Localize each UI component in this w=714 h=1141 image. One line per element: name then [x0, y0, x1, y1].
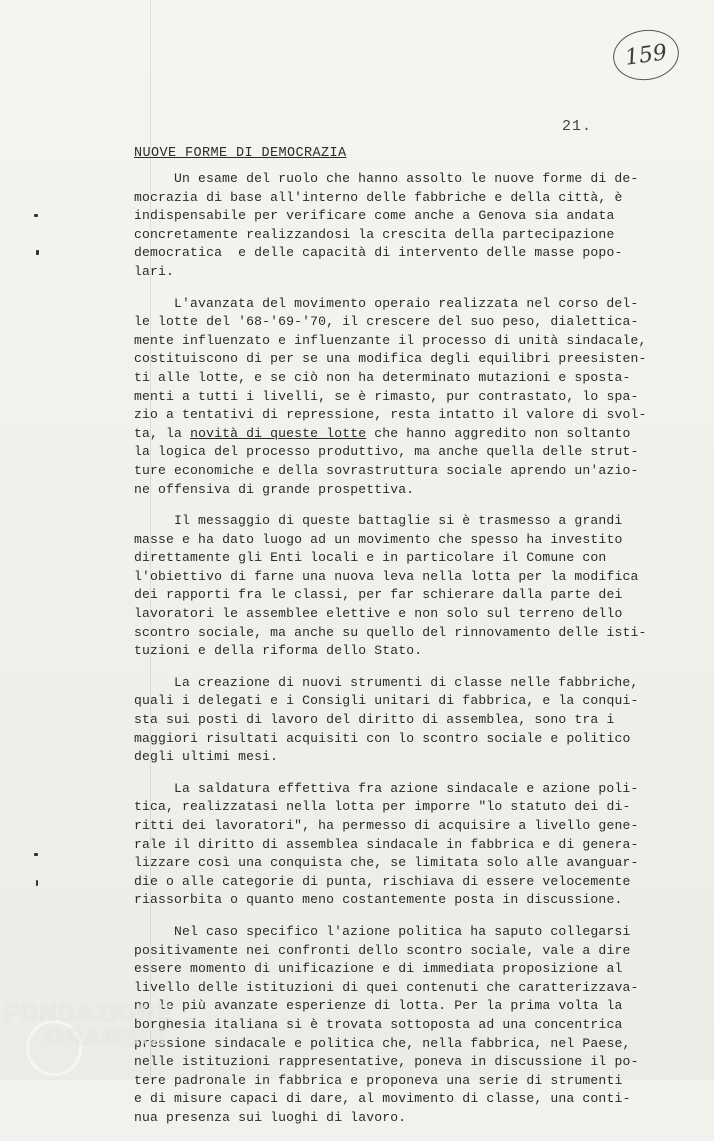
page-number: 21.: [562, 118, 593, 135]
text-line: zio a tentativi di repressione, resta intatto il valore di svol-: [134, 407, 647, 423]
text-line: l'obiettivo di farne una nuova leva nella lotta per la modifica: [134, 568, 639, 584]
text-line: menti a tutti i livelli, se è rimasto, pur contrastato, lo spa-: [134, 388, 639, 404]
text-line: lari.: [134, 263, 175, 279]
text-line: maggiori risultati acquisiti con lo scontro sociale e politico: [134, 730, 631, 746]
text-line: direttamente gli Enti locali e in particolare il Comune con: [134, 550, 607, 566]
watermark-line-2: GRAMSCI: [46, 1024, 167, 1051]
punch-mark: [34, 214, 38, 217]
text-line: sta sui posti di lavoro del diritto di assemblea, sono tra i: [134, 712, 615, 728]
archive-number: 159: [623, 39, 669, 71]
paragraph: [134, 780, 674, 910]
text-line: Un esame del ruolo che hanno assolto le nuove forme di de-: [174, 171, 639, 186]
text-line: concretamente realizzandosi la crescita della partecipazione: [134, 226, 615, 242]
text-line: mente influenzato e influenzante il processo di unità sindacale,: [134, 332, 647, 348]
text-line: ti alle lotte, e se ciò non ha determinato mutazioni e sposta-: [134, 369, 631, 385]
text-line: e di misure capaci di dare, al movimento di classe, una conti-: [134, 1091, 631, 1107]
text-line: ta, la novità di queste lotte che hanno aggredito non soltanto: [134, 425, 631, 441]
text-line: lizzare così una conquista che, se limitata solo alle avanguar-: [134, 855, 639, 871]
text-line: degli ultimi mesi.: [134, 749, 279, 765]
text-line: ne offensiva di grande prospettiva.: [134, 481, 415, 497]
text-line: Nel caso specifico l'azione politica ha saputo collegarsi: [174, 923, 631, 939]
text-line: nua presenza sui luoghi di lavoro.: [134, 1109, 407, 1125]
punch-mark: [36, 880, 38, 886]
document-body: [134, 170, 674, 1141]
text-line: democratica e delle capacità di intervento delle masse popo-: [134, 245, 623, 261]
text-line: pressione sindacale e politica che, nella fabbrica, nel Paese,: [134, 1035, 631, 1051]
text-line: quali i delegati e i Consigli unitari di fabbrica, e la conqui-: [134, 693, 639, 709]
paragraph: [134, 170, 674, 282]
text-line: Il messaggio di queste battaglie si è trasmesso a grandi: [174, 513, 623, 529]
archive-number-stamp: [610, 26, 682, 85]
text-line: la logica del processo produttivo, ma anche quella delle strut-: [134, 444, 639, 460]
text-line: le lotte del '68-'69-'70, il crescere del suo peso, dialettica-: [134, 314, 639, 330]
text-line: no le più avanzate esperienze di lotta. Per la prima volta la: [134, 998, 623, 1014]
text-line: nelle istituzioni rappresentative, poneva in discussione il po-: [134, 1054, 639, 1070]
text-line: tuzioni e della riforma dello Stato.: [134, 643, 423, 659]
text-line: tica, realizzatasi nella lotta per imporre "lo statuto dei di-: [134, 799, 631, 815]
text-line: die o alle categorie di punta, rischiava di essere velocemente: [134, 873, 631, 889]
text-line: tere padronale in fabbrica e proponeva una serie di strumenti: [134, 1072, 623, 1088]
text-line: indispensabile per verificare come anche a Genova sia andata: [134, 208, 615, 224]
watermark: [4, 1002, 173, 1050]
paragraph: [134, 295, 674, 500]
text-line: lavoratori le assemblee elettive e non solo sul terreno dello: [134, 606, 623, 622]
text-line: L'avanzata del movimento operaio realizzata nel corso del-: [174, 295, 639, 311]
punch-mark: [34, 853, 38, 856]
section-heading: NUOVE FORME DI DEMOCRAZIA: [134, 146, 347, 161]
text-line: rale il diritto di assemblea sindacale in fabbrica e di genera-: [134, 836, 639, 852]
text-line: livello delle istituzioni di quei contenuti che caratterizzava-: [134, 979, 639, 995]
text-line: scontro sociale, ma anche su quello del rinnovamento delle isti-: [134, 624, 647, 640]
watermark-line-1: FONDAZIONE: [4, 1000, 173, 1027]
text-line: La creazione di nuovi strumenti di classe nelle fabbriche,: [174, 674, 639, 690]
text-line: mocrazia di base all'interno delle fabbriche e della città, è: [134, 189, 623, 205]
underlined-phrase: novità di queste lotte: [190, 425, 367, 441]
paragraph: [134, 923, 674, 1128]
text-line: positivamente nei confronti dello scontro sociale, vale a dire: [134, 942, 631, 958]
punch-mark: [36, 250, 39, 255]
text-line: essere momento di unificazione e di immediata proposizione al: [134, 961, 623, 977]
paragraph: [134, 512, 674, 661]
paragraph: [134, 674, 674, 767]
text-line: riassorbita o quanto meno costantemente posta in discussione.: [134, 892, 623, 908]
text-line: ture economiche e della sovrastruttura sociale aprendo un'azio-: [134, 462, 639, 478]
text-line: ritti dei lavoratori", ha permesso di acquisire a livello gene-: [134, 818, 639, 833]
text-line: masse e ha dato luogo ad un movimento che spesso ha investito: [134, 531, 623, 547]
text-line: dei rapporti fra le classi, per far schierare dalla parte dei: [134, 587, 623, 603]
text-line: La saldatura effettiva fra azione sindacale e azione poli-: [174, 780, 639, 796]
text-line: borghesia italiana si è trovata sottoposta ad una concentrica: [134, 1016, 623, 1032]
text-line: costituiscono di per se una modifica degli equilibri preesisten-: [134, 351, 647, 367]
